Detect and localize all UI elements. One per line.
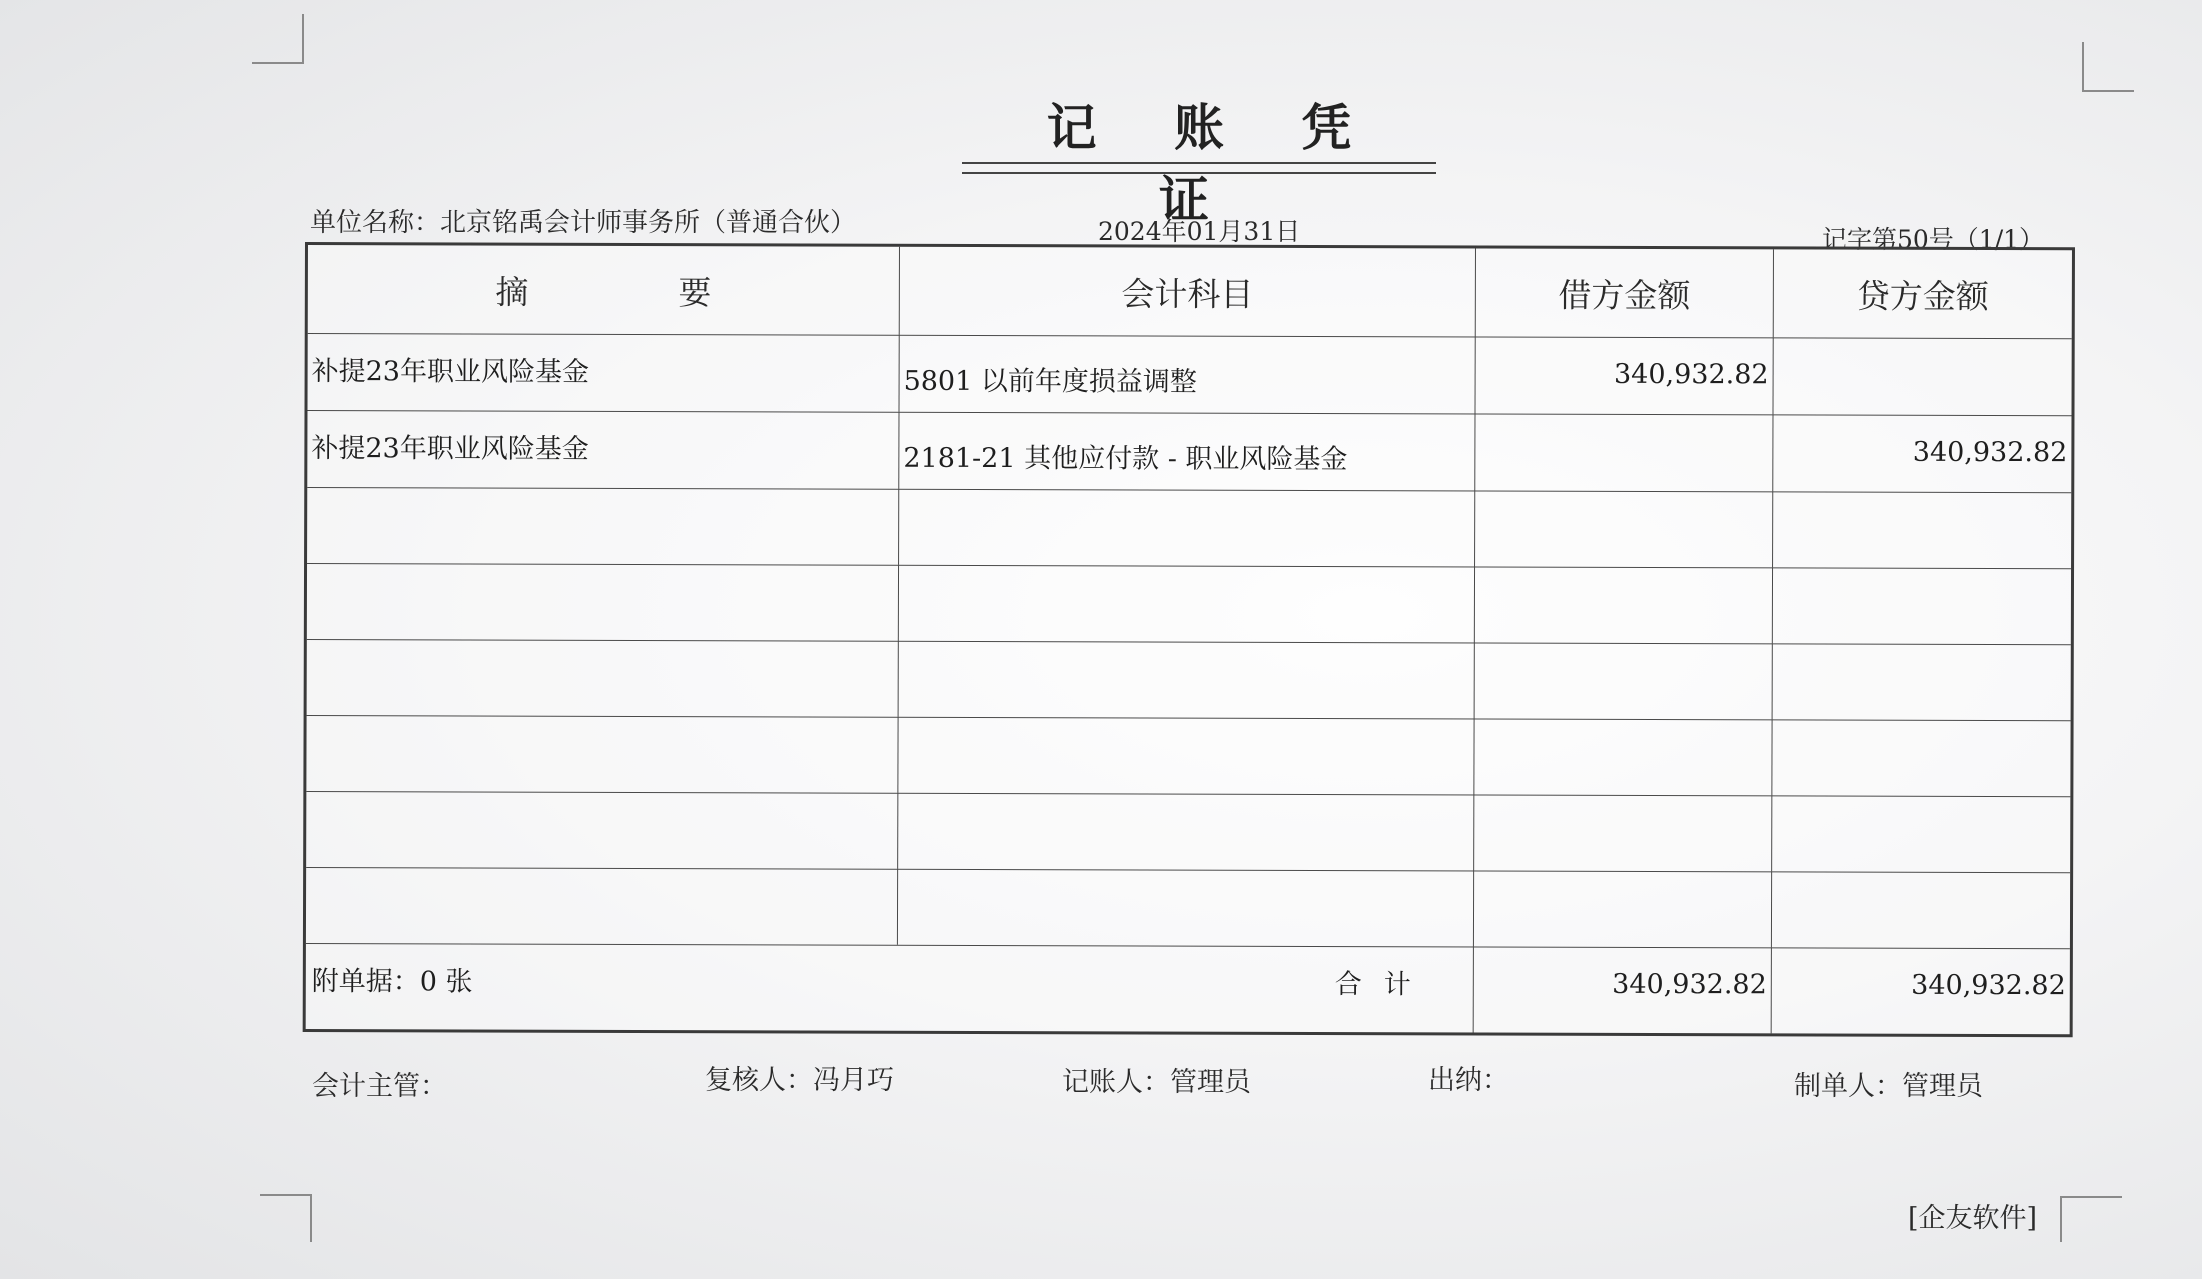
voucher-date: 2024年01月31日 (1098, 217, 1301, 246)
empty-cell (1474, 718, 1772, 795)
signature-supervisor: 会计主管： (312, 1071, 447, 1102)
signature-preparer: 制单人：管理员 (1794, 1071, 1983, 1102)
empty-cell (1773, 567, 2071, 644)
signature-reviewer: 复核人：冯月巧 (705, 1065, 894, 1096)
row-debit (1475, 413, 1773, 491)
total-debit: 340,932.82 (1474, 946, 1772, 1033)
table-header-row (308, 245, 2072, 339)
empty-cell (307, 563, 899, 641)
row-credit: 340,932.82 (1912, 436, 2068, 469)
voucher-table (303, 242, 2075, 1037)
empty-cell (1475, 642, 1773, 719)
row-credit (1773, 337, 2071, 415)
empty-cell (899, 565, 1475, 643)
header-credit: 贷方金额 (1856, 276, 1989, 316)
empty-cell (1475, 566, 1773, 643)
empty-cell (899, 489, 1475, 567)
row-summary: 补提23年职业风险基金 (308, 333, 900, 412)
crop-mark-bottom-right (2060, 1196, 2122, 1242)
empty-row (307, 563, 2071, 645)
crop-mark-bottom-left (260, 1194, 312, 1242)
empty-cell (307, 639, 899, 717)
title-underline-top (962, 162, 1436, 164)
voucher-number: 记字第50号（1/1） (1822, 225, 2045, 254)
empty-cell (306, 715, 898, 793)
header-summary-char-2: 要 (678, 272, 712, 312)
empty-row (307, 487, 2071, 569)
empty-cell (306, 791, 898, 869)
table-row (307, 410, 2071, 493)
empty-cell (1474, 794, 1772, 871)
empty-cell (307, 487, 899, 565)
table-row (307, 333, 2071, 416)
header-account: 会计科目 (900, 247, 1476, 337)
empty-row (306, 791, 2070, 873)
empty-cell (1772, 871, 2070, 948)
empty-cell (1772, 795, 2070, 872)
empty-cell (898, 717, 1474, 795)
empty-cell (898, 793, 1474, 871)
row-account: 2181-21 其他应付款 - 职业风险基金 (899, 412, 1475, 491)
total-row (306, 943, 2070, 1034)
title-underline-bottom (962, 172, 1436, 174)
empty-cell (1475, 490, 1773, 567)
empty-row (306, 715, 2070, 797)
empty-cell (306, 867, 898, 945)
crop-mark-top-left (252, 14, 304, 64)
header-summary (308, 245, 900, 335)
header-debit: 借方金额 (1476, 248, 1774, 337)
empty-cell (1474, 870, 1772, 947)
empty-row (306, 867, 2070, 949)
empty-row (307, 639, 2071, 721)
total-label: 合计 (1334, 969, 1433, 1001)
empty-cell (1772, 719, 2070, 796)
unit-name: 单位名称：北京铭禹会计师事务所（普通合伙） (310, 208, 857, 238)
total-credit: 340,932.82 (1911, 969, 2066, 1002)
signature-cashier: 出纳： (1428, 1065, 1509, 1096)
total-left-cell (306, 943, 1474, 1032)
header-summary-char-1: 摘 (495, 272, 529, 312)
empty-cell (1773, 643, 2071, 720)
crop-mark-top-right (2082, 42, 2134, 92)
empty-cell (898, 869, 1474, 947)
empty-cell (1773, 491, 2071, 568)
voucher-title: 记 账 凭 证 (1046, 98, 1382, 229)
row-debit: 340,932.82 (1475, 336, 1773, 414)
empty-cell (899, 641, 1475, 719)
attachments-count: 附单据：0 张 (311, 966, 473, 998)
signature-bookkeeper: 记账人：管理员 (1062, 1067, 1251, 1098)
row-account: 5801 以前年度损益调整 (899, 335, 1475, 414)
row-summary: 补提23年职业风险基金 (307, 410, 899, 489)
software-brand: [企友软件] (1908, 1203, 2038, 1234)
